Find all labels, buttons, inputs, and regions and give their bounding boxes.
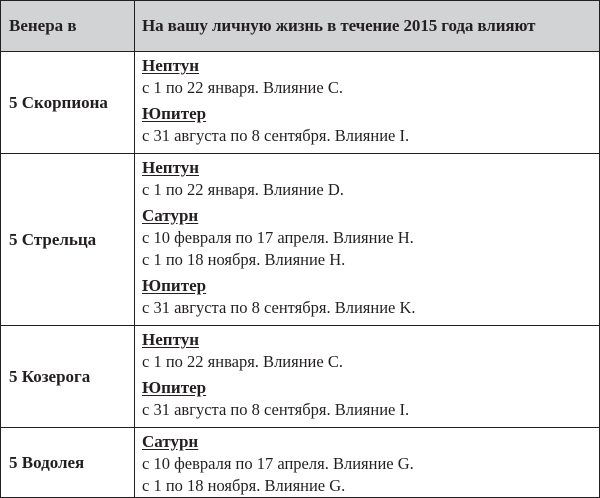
table-row [1, 51, 599, 153]
planet-name: Юпитер [142, 276, 207, 295]
table-header-row [1, 1, 599, 51]
influences-cell [135, 154, 599, 325]
planet-name: Нептун [142, 330, 199, 349]
table-row [1, 325, 599, 427]
planet-name: Сатурн [142, 432, 199, 451]
influences-cell [135, 326, 599, 427]
table-row [1, 427, 599, 497]
period-line: с 10 февраля по 17 апреля. Влияние G. [142, 454, 414, 473]
planet-name: Сатурн [142, 206, 199, 225]
sign-cell: 5 Скорпиона [1, 52, 135, 153]
planet-name: Юпитер [142, 378, 207, 397]
planet-name: Нептун [142, 158, 199, 177]
period-line: с 10 февраля по 17 апреля. Влияние H. [142, 228, 414, 247]
period-line: с 1 по 22 января. Влияние C. [142, 352, 343, 371]
sign-cell: 5 Козерога [1, 326, 135, 427]
header-venus-in: Венера в [1, 1, 135, 51]
header-influences: На вашу личную жизнь в течение 2015 года влияют [142, 16, 536, 35]
period-line: с 1 по 18 ноября. Влияние H. [142, 250, 346, 269]
influences-cell [135, 52, 599, 153]
period-line: с 1 по 22 января. Влияние D. [142, 180, 344, 199]
period-line: с 31 августа по 8 сентября. Влияние K. [142, 298, 416, 317]
period-line: с 1 по 22 января. Влияние C. [142, 78, 343, 97]
period-line: с 31 августа по 8 сентября. Влияние I. [142, 126, 410, 145]
table-row [1, 153, 599, 325]
period-line: с 31 августа по 8 сентября. Влияние I. [142, 400, 410, 419]
period-line: с 1 по 18 ноября. Влияние G. [142, 476, 346, 495]
influences-cell [135, 428, 599, 497]
planet-name: Нептун [142, 56, 199, 75]
sign-cell: 5 Водолея [1, 428, 135, 497]
sign-cell: 5 Стрельца [1, 154, 135, 325]
planet-name: Юпитер [142, 104, 207, 123]
